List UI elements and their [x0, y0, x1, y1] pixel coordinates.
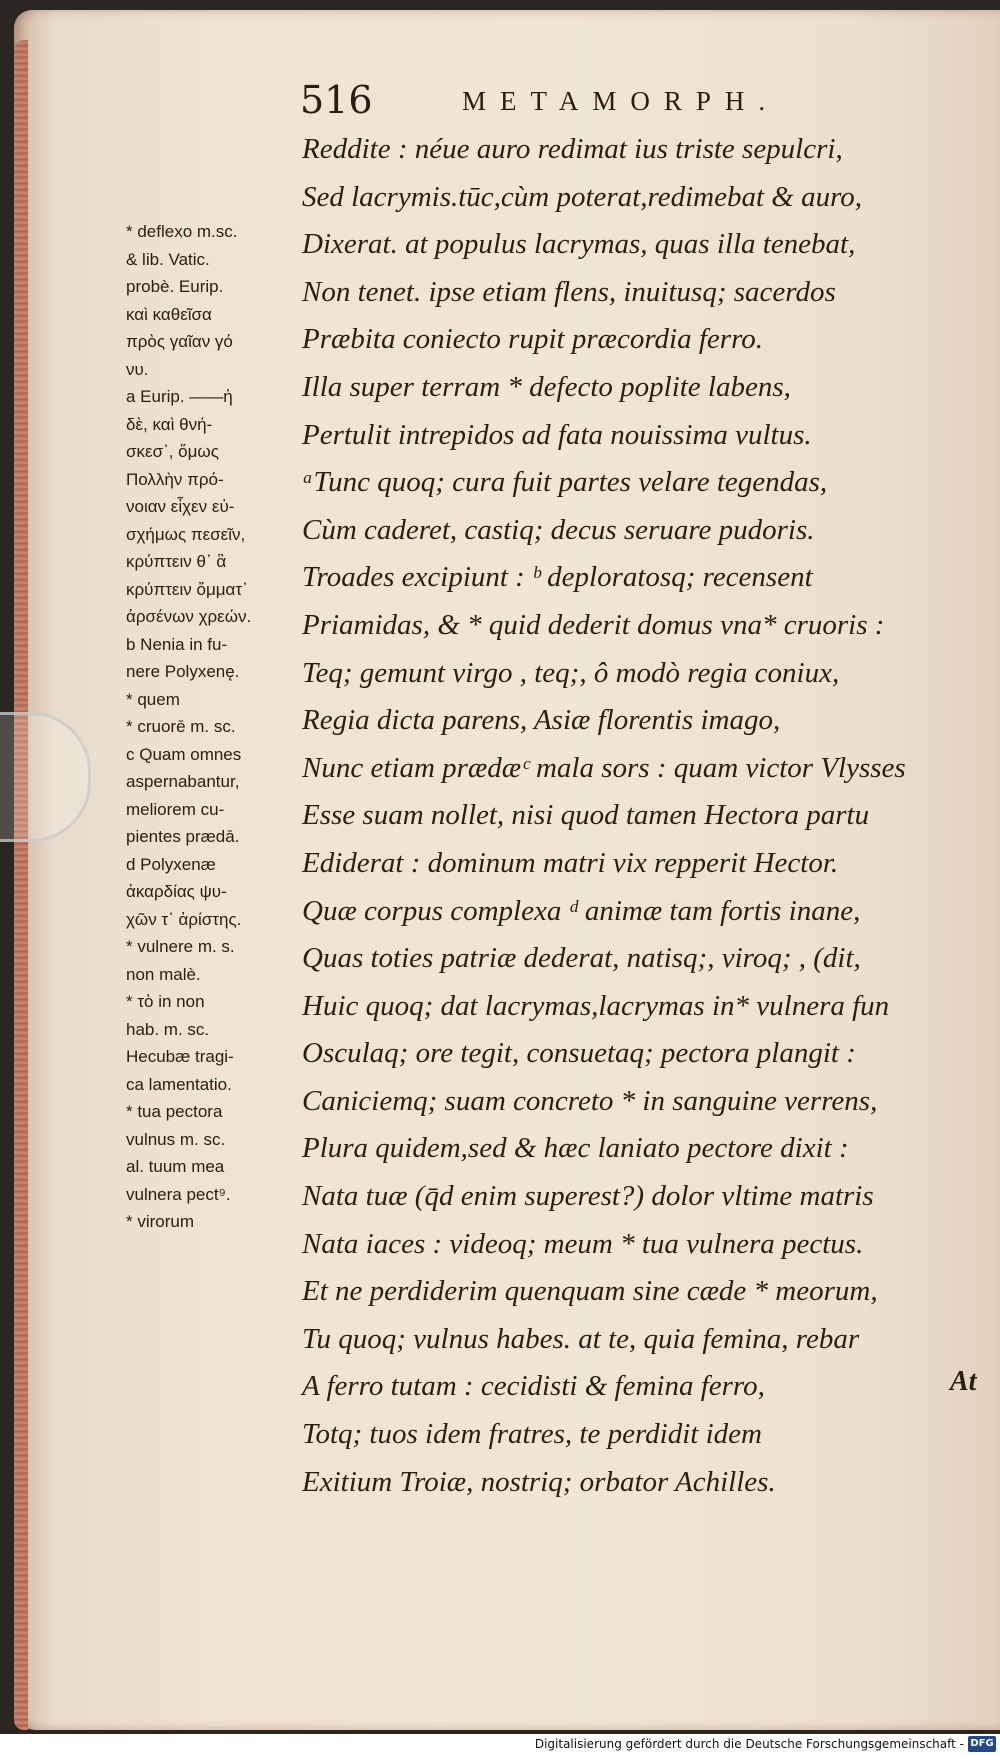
- verse-line: Esse suam nollet, nisi quod tamen Hectora partu: [302, 799, 870, 832]
- verse-line: Priamidas, & * quid dederit domus vna* cruoris :: [302, 608, 885, 641]
- verse-line: Regia dicta parens, Asiæ florentis imago,: [302, 704, 781, 737]
- verse-line: Quæ corpus complexa ᵈ animæ tam fortis inane,: [302, 894, 861, 927]
- page-number: 516: [300, 78, 373, 122]
- digitization-footer: [0, 1734, 1000, 1756]
- margin-note: c Quam omnes: [126, 744, 242, 764]
- margin-note: σχήμως πεσεῖν,: [126, 524, 246, 544]
- verse-line: Illa super terram * defecto poplite labens,: [302, 370, 791, 403]
- verse-line: Nata tuæ (q̄d enim superest?) dolor vltime matris: [302, 1180, 874, 1213]
- margin-note: ἀκαρδίας ψυ-: [126, 882, 227, 901]
- margin-note: meliorem cu-: [126, 799, 225, 819]
- verse-line: Sed lacrymis.tūc,cùm poterat,redimebat & auro,: [302, 180, 863, 213]
- margin-note: πρὸς γαῖαν γό: [126, 332, 233, 351]
- margin-note: χῶν τ᾽ ἀρίστης.: [126, 909, 242, 929]
- margin-note: * τὸ in non: [126, 992, 205, 1011]
- verse-line: A ferro tutam : cecidisti & femina ferro,: [302, 1370, 765, 1403]
- margin-note: a Eurip. ——ἡ: [126, 387, 233, 406]
- margin-note: * deflexo m.sc.: [126, 222, 238, 241]
- verse-line: Præbita coniecto rupit præcordia ferro.: [302, 323, 764, 356]
- verse-line: Nunc etiam prædæᶜ mala sors : quam victor Vlysses: [302, 751, 906, 784]
- margin-note: nere Polyxenę.: [126, 662, 240, 681]
- catchword: At: [950, 1366, 977, 1397]
- verse-line: Dixerat. at populus lacrymas, quas illa tenebat,: [302, 228, 856, 261]
- margin-note: * quem: [126, 689, 180, 709]
- verse-line: ᵃTunc quoq; cura fuit partes velare tegendas,: [302, 466, 828, 499]
- margin-note: hab. m. sc.: [126, 1019, 210, 1039]
- margin-note: κρύπτειν ὄμματ᾽: [126, 579, 248, 599]
- margin-note: * cruorē m. sc.: [126, 717, 236, 736]
- verse-line: Tu quoq; vulnus habes. at te, quia femina, rebar: [302, 1322, 860, 1355]
- margin-note: Hecubæ tragi-: [126, 1047, 234, 1066]
- margin-note: ca lamentatio.: [126, 1074, 232, 1094]
- margin-note: al. tuum mea: [126, 1157, 225, 1176]
- verse-line: Troades excipiunt : ᵇ deploratosq; recensent: [302, 561, 813, 594]
- margin-note: Πολλὴν πρό-: [126, 469, 224, 489]
- verse-line: Reddite : néue auro redimat ius triste sepulcri,: [302, 133, 843, 165]
- margin-note: aspernabantur,: [126, 772, 240, 791]
- margin-note: νοιαν εἶχεν εὐ-: [126, 497, 235, 516]
- verse-line: Cùm caderet, castiq; decus seruare pudoris.: [302, 513, 815, 546]
- margin-note: d Polyxenæ: [126, 854, 216, 874]
- verse-line: Huic quoq; dat lacrymas,lacrymas in* vulnera fun: [302, 989, 890, 1022]
- verse-line: Caniciemq; suam concreto * in sanguine verrens,: [302, 1084, 878, 1117]
- funding-credit: Digitalisierung gefördert durch die Deutsche Forschungsgemeinschaft -: [534, 1737, 964, 1751]
- margin-note: pientes prædā.: [126, 827, 240, 846]
- verse-line: Teq; gemunt virgo , teq;, ô modò regia coniux,: [302, 656, 840, 689]
- margin-note: probè. Eurip.: [126, 277, 224, 296]
- margin-note: σκεσ᾽, ὅμως: [126, 442, 219, 461]
- margin-note: δὲ, καὶ θνή-: [126, 414, 213, 434]
- margin-note: vulnera pect⁹.: [126, 1184, 231, 1204]
- dfg-logo-icon: DFG: [968, 1736, 996, 1752]
- verse-block: [302, 126, 992, 1506]
- margin-note: νυ.: [126, 359, 149, 379]
- margin-note: * tua pectora: [126, 1102, 223, 1121]
- verse-line: Plura quidem,sed & hæc laniato pectore dixit :: [302, 1132, 849, 1165]
- verse-line: Nata iaces : videoq; meum * tua vulnera pectus.: [302, 1227, 864, 1260]
- verse-line: Et ne perdiderim quenquam sine cæde * meorum,: [302, 1275, 878, 1308]
- margin-note: ἀρσένων χρεών.: [126, 607, 252, 626]
- page-header: [300, 78, 860, 124]
- verse-line: Quas toties patriæ dederat, natisq;, viroq; , (dit,: [302, 942, 861, 975]
- verse-line: Totq; tuos idem fratres, te perdidit idem: [302, 1418, 762, 1451]
- verse-line: Pertulit intrepidos ad fata nouissima vultus.: [302, 418, 812, 451]
- margin-notes: [126, 218, 311, 1236]
- verse-line: Exitium Troiæ, nostriq; orbator Achilles.: [302, 1465, 776, 1498]
- margin-note: κρύπτειν θ᾽ ἃ: [126, 552, 227, 571]
- margin-note: non malè.: [126, 964, 201, 984]
- verse-line: Osculaq; ore tegit, consuetaq; pectora plangit :: [302, 1037, 856, 1070]
- margin-note: vulnus m. sc.: [126, 1129, 226, 1149]
- verse-line: Ediderat : dominum matri vix repperit Hector.: [302, 846, 839, 879]
- margin-note: & lib. Vatic.: [126, 249, 210, 269]
- running-head: METAMORPH.: [462, 86, 780, 116]
- margin-note: b Nenia in fu-: [126, 634, 228, 654]
- verse-line: Non tenet. ipse etiam flens, inuitusq; sacerdos: [302, 275, 836, 308]
- margin-note: * virorum: [126, 1212, 195, 1231]
- page-edge: [14, 40, 28, 1730]
- margin-note: * vulnere m. s.: [126, 937, 235, 956]
- margin-note: καὶ καθεῖσα: [126, 304, 212, 324]
